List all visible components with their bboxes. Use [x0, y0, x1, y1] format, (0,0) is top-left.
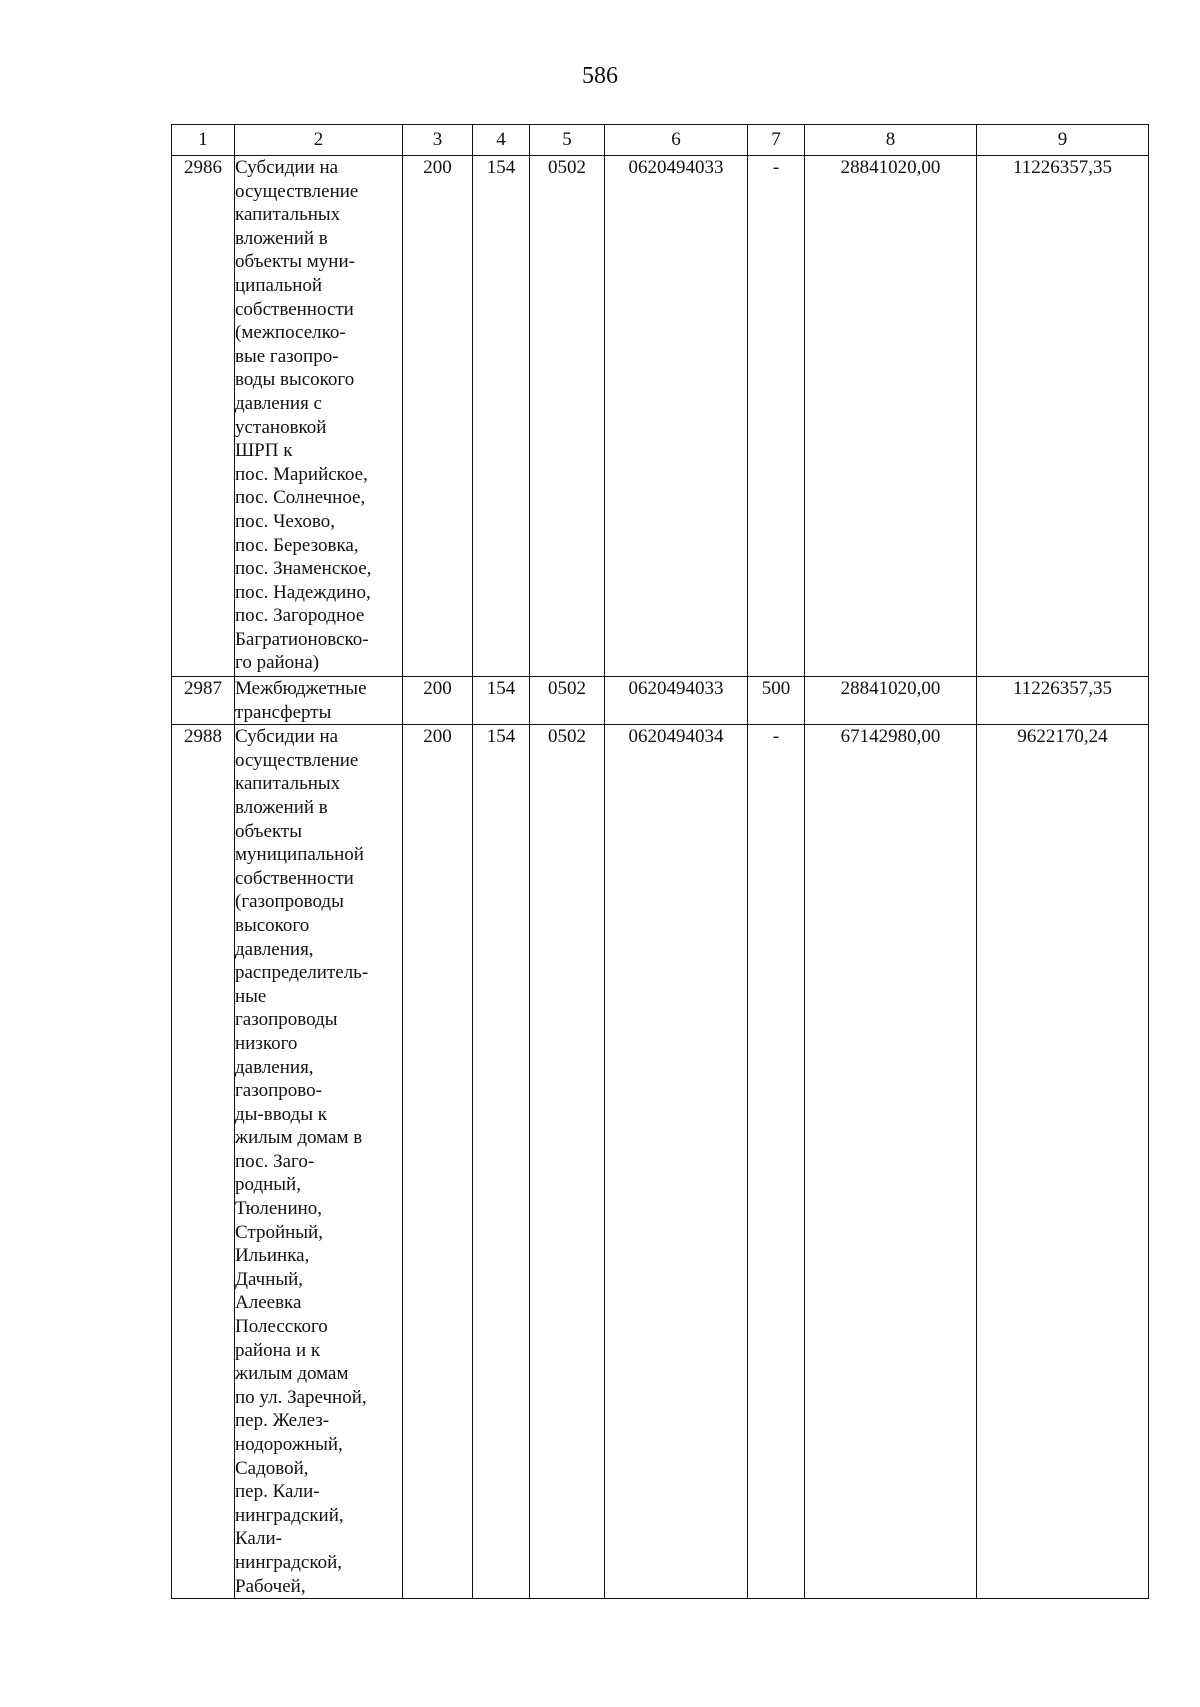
description-line: пос. Солнечное,: [235, 487, 366, 509]
cell-col-7: 500: [748, 677, 805, 725]
description-line: осуществление: [235, 180, 359, 202]
column-header-1: 1: [172, 125, 235, 156]
description-line: объекты муни-: [235, 251, 355, 273]
description-line: объекты: [235, 820, 303, 842]
cell-col-4: 154: [473, 677, 530, 725]
row-number: 2987: [172, 677, 235, 725]
description-line: Субсидии на: [235, 726, 339, 748]
cell-col-6: 0620494033: [605, 156, 748, 677]
cell-col-7: -: [748, 156, 805, 677]
description-line: нинградской,: [235, 1551, 343, 1573]
description-line: пос. Березовка,: [235, 534, 359, 556]
description-line: собственности: [235, 298, 354, 320]
budget-table: [171, 124, 1149, 1599]
column-header-9: 9: [977, 125, 1149, 156]
description-line: Багратионовско-: [235, 628, 369, 650]
description-line: района и к: [235, 1339, 321, 1361]
description-line: вложений в: [235, 796, 328, 818]
description-line: давления,: [235, 938, 314, 960]
description-line: пос. Чехово,: [235, 510, 335, 532]
description-line: воды высокого: [235, 369, 355, 391]
description-line: родный,: [235, 1174, 301, 1196]
header-row: [172, 125, 1149, 156]
description-line: нинградский,: [235, 1504, 344, 1526]
description-line: Дачный,: [235, 1268, 304, 1290]
column-header-3: 3: [403, 125, 473, 156]
description-line: пос. Знаменское,: [235, 558, 372, 580]
cell-col-7: -: [748, 725, 805, 1599]
row-description: [235, 725, 403, 1599]
description-line: нодорожный,: [235, 1434, 343, 1455]
cell-col-8: 28841020,00: [805, 156, 977, 677]
description-line: Тюленино,: [235, 1198, 323, 1220]
description-line: Полесского: [235, 1316, 328, 1338]
cell-col-3: 200: [403, 725, 473, 1599]
cell-col-6: 0620494034: [605, 725, 748, 1599]
description-line: капитальных: [235, 773, 341, 795]
description-line: Алеевка: [235, 1292, 302, 1314]
cell-col-9: 11226357,35: [977, 156, 1149, 677]
description-line: трансферты: [235, 701, 332, 723]
description-line: высокого: [235, 914, 310, 936]
description-line: ды-вводы к: [235, 1103, 327, 1125]
description-line: по ул. Заречной,: [235, 1386, 367, 1408]
description-line: собственности: [235, 867, 354, 889]
row-description: [235, 156, 403, 677]
description-line: пер. Кали-: [235, 1481, 320, 1503]
column-header-8: 8: [805, 125, 977, 156]
table-row: [172, 156, 1149, 677]
column-header-4: 4: [473, 125, 530, 156]
column-header-7: 7: [748, 125, 805, 156]
row-description: [235, 677, 403, 725]
column-header-5: 5: [530, 125, 605, 156]
description-line: Межбюджетные: [235, 678, 367, 699]
description-line: установкой: [235, 416, 327, 438]
description-line: Субсидии на: [235, 157, 339, 178]
description-line: осуществление: [235, 749, 359, 771]
description-line: пос. Заго-: [235, 1150, 315, 1172]
description-line: жилым домам в: [235, 1127, 363, 1149]
description-line: Рабочей,: [235, 1575, 306, 1597]
description-line: пер. Желез-: [235, 1410, 330, 1432]
description-line: вложений в: [235, 227, 328, 249]
description-line: Кали-: [235, 1528, 282, 1550]
cell-col-4: 154: [473, 725, 530, 1599]
cell-col-9: 11226357,35: [977, 677, 1149, 725]
description-line: жилым домам: [235, 1363, 349, 1385]
description-line: (газопроводы: [235, 891, 344, 913]
description-line: ШРП к: [235, 440, 293, 462]
description-line: капитальных: [235, 204, 341, 226]
table-row: [172, 725, 1149, 1599]
cell-col-6: 0620494033: [605, 677, 748, 725]
description-line: муниципальной: [235, 844, 364, 866]
description-line: вые газопро-: [235, 345, 339, 367]
row-number: 2988: [172, 725, 235, 1599]
description-line: пос. Марийское,: [235, 463, 368, 485]
description-line: газопрово-: [235, 1080, 322, 1102]
cell-col-5: 0502: [530, 156, 605, 677]
column-header-2: 2: [235, 125, 403, 156]
description-line: го района): [235, 652, 320, 674]
description-line: (межпоселко-: [235, 322, 346, 344]
description-line: давления с: [235, 392, 322, 414]
page-number: 586: [582, 63, 618, 89]
cell-col-3: 200: [403, 677, 473, 725]
cell-col-4: 154: [473, 156, 530, 677]
column-header-6: 6: [605, 125, 748, 156]
description-line: распределитель-: [235, 962, 369, 984]
description-line: давления,: [235, 1056, 314, 1078]
description-line: ные: [235, 985, 267, 1007]
cell-col-5: 0502: [530, 725, 605, 1599]
description-line: Садовой,: [235, 1457, 309, 1479]
cell-col-9: 9622170,24: [977, 725, 1149, 1599]
table-row: [172, 677, 1149, 725]
row-number: 2986: [172, 156, 235, 677]
cell-col-8: 28841020,00: [805, 677, 977, 725]
description-line: ципальной: [235, 274, 323, 296]
description-line: Ильинка,: [235, 1245, 310, 1267]
description-line: Стройный,: [235, 1221, 323, 1243]
description-line: низкого: [235, 1032, 298, 1054]
description-line: газопроводы: [235, 1009, 338, 1031]
cell-col-3: 200: [403, 156, 473, 677]
cell-col-8: 67142980,00: [805, 725, 977, 1599]
cell-col-5: 0502: [530, 677, 605, 725]
description-line: пос. Надеждино,: [235, 581, 371, 603]
description-line: пос. Загородное: [235, 605, 365, 627]
